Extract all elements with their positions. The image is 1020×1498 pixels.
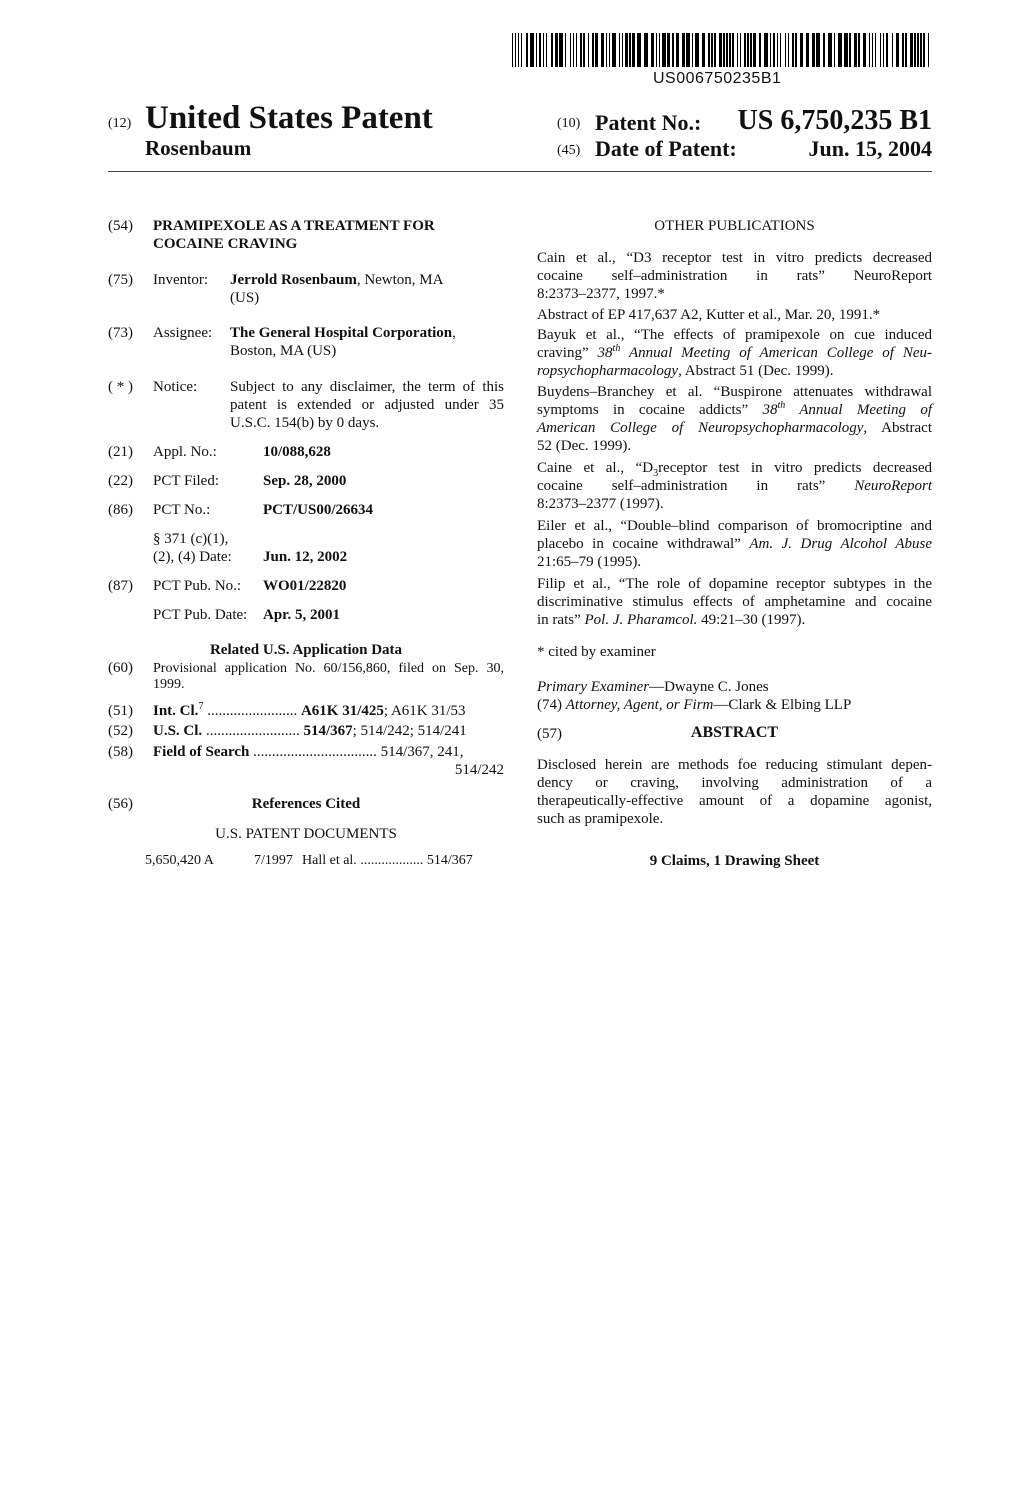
pub-1-line-2: cocaine self–administration in rats” NeuroReport — [537, 268, 932, 284]
barcode-bar — [576, 33, 577, 67]
pct-pub-date-value: Apr. 5, 2001 — [263, 607, 340, 623]
reference-number: 5,650,420 A — [145, 853, 214, 868]
field-87-code: (87) — [108, 578, 133, 594]
related-data-heading: Related U.S. Application Data — [209, 642, 403, 658]
field-73-code: (73) — [108, 325, 133, 341]
pub-4-line-3 — [537, 419, 932, 437]
barcode-bar — [714, 33, 715, 67]
field-54-code: (54) — [108, 218, 133, 234]
abstract-heading: ABSTRACT — [690, 724, 779, 741]
assignee-comma: , — [452, 325, 456, 341]
barcode-bar — [910, 33, 913, 67]
document-type: United States Patent — [145, 100, 433, 136]
pub-7-detail: 49:21–30 (1997). — [697, 612, 806, 628]
attorney-name: —Clark & Elbing LLP — [713, 697, 852, 713]
barcode-bar — [570, 33, 571, 67]
us-cl-label: U.S. Cl. — [153, 723, 203, 739]
pub-3-line-3 — [537, 362, 932, 380]
barcode-bar — [625, 33, 628, 67]
pub-7-line-2: discriminative stimulus effects of amphetamine and cocaine — [537, 594, 932, 610]
pub-5-line-3: 8:2373–2377 (1997). — [537, 496, 664, 512]
pub-7-journal: Pol. J. Pharamcol. — [584, 612, 698, 628]
other-publications-heading: OTHER PUBLICATIONS — [654, 218, 815, 234]
reference-author-line — [302, 853, 473, 869]
inventor-country: (US) — [230, 290, 260, 306]
barcode-bar — [588, 33, 589, 67]
abstract-line-2: dency or craving, involving administration of a — [537, 775, 932, 791]
pub-5-line-2 — [537, 477, 932, 495]
field-22-code: (22) — [108, 473, 133, 489]
barcode-bar — [518, 33, 519, 67]
assignee-name: The General Hospital Corporation — [230, 325, 453, 341]
s371-line-2: (2), (4) Date: — [153, 549, 232, 565]
primary-examiner-label: Primary Examiner — [537, 679, 650, 695]
barcode-bar — [792, 33, 793, 67]
header-rule — [108, 171, 932, 172]
notice-label: Notice: — [153, 379, 198, 395]
barcode-bar — [883, 33, 884, 67]
pub-3-sup: th — [612, 343, 621, 354]
abstract-line-3: therapeutically-effective amount of a dopamine agonist, — [537, 793, 932, 809]
barcode-bar — [834, 33, 835, 67]
us-documents-heading: U.S. PATENT DOCUMENTS — [215, 826, 397, 842]
publication-1 — [537, 249, 932, 303]
barcode-bar — [923, 33, 924, 67]
barcode-bar — [543, 33, 544, 67]
barcode-bar — [622, 33, 623, 67]
barcode-bar — [682, 33, 685, 67]
barcode-bar — [849, 33, 850, 67]
pub-4-num: 38 — [762, 402, 778, 418]
appl-no-label: Appl. No.: — [153, 444, 217, 460]
int-cl-dots: ........................ — [207, 703, 298, 719]
barcode-bar — [902, 33, 903, 67]
barcode-bar — [800, 33, 803, 67]
us-cl-secondary: ; 514/242; 514/241 — [352, 723, 467, 739]
int-cl-secondary: ; A61K 31/53 — [383, 703, 466, 719]
appl-no-value: 10/088,628 — [263, 444, 331, 460]
barcode-bar — [737, 33, 738, 67]
s371-date: Jun. 12, 2002 — [263, 549, 348, 565]
barcode-bar — [858, 33, 859, 67]
barcode-bar — [606, 33, 607, 67]
date-label: Date of Patent: — [595, 136, 737, 161]
field-of-search-label: Field of Search — [153, 744, 250, 760]
title-line-2: COCAINE CRAVING — [153, 236, 298, 252]
publication-6 — [537, 517, 932, 571]
barcode-bar — [750, 33, 751, 67]
field-52-code: (52) — [108, 723, 133, 739]
barcode-bar — [573, 33, 574, 67]
pub-5-sub: 3 — [653, 468, 659, 479]
barcode-bar — [651, 33, 654, 67]
reference-date: 7/1997 — [254, 853, 293, 868]
barcode-bar — [747, 33, 748, 67]
barcode-bar — [580, 33, 581, 67]
barcode-bar — [723, 33, 724, 67]
barcode — [512, 33, 932, 67]
barcode-bar — [708, 33, 709, 67]
pub-3-journal-end: ropsychopharmacology — [537, 363, 679, 379]
notice-code: ( * ) — [108, 379, 133, 395]
barcode-bar — [521, 33, 522, 67]
pub-4-line-2 — [537, 401, 932, 419]
reference-dots: .................. — [360, 853, 424, 868]
field-86-code: (86) — [108, 502, 133, 518]
barcode-bar — [592, 33, 593, 67]
barcode-bar — [726, 33, 727, 67]
pub-3-line-2 — [537, 344, 932, 362]
barcode-bar — [662, 33, 666, 67]
barcode-bar — [854, 33, 857, 67]
inventor-label: Inventor: — [153, 272, 208, 288]
inventor-surname: Rosenbaum — [145, 136, 252, 160]
barcode-bar — [565, 33, 566, 67]
barcode-bar — [780, 33, 781, 67]
pub-4-detail: , Abstract — [863, 420, 932, 436]
barcode-bar — [644, 33, 648, 67]
barcode-bar — [812, 33, 815, 67]
barcode-bar — [928, 33, 929, 67]
barcode-bar — [526, 33, 529, 67]
reference-author: Hall et al. — [302, 853, 357, 868]
barcode-bar — [686, 33, 690, 67]
pub-5-text-c: cocaine self–administration in rats” — [537, 478, 855, 494]
pub-6-line-2 — [537, 535, 932, 553]
us-cl-dots: ......................... — [205, 723, 300, 739]
barcode-bar — [729, 33, 730, 67]
publication-3 — [537, 326, 932, 380]
abstract-body — [537, 756, 932, 828]
barcode-bar — [892, 33, 893, 67]
barcode-bar — [536, 33, 537, 67]
barcode-bar — [872, 33, 873, 67]
barcode-bar — [692, 33, 693, 67]
assignee-label: Assignee: — [153, 325, 213, 341]
barcode-bar — [828, 33, 832, 67]
notice-line-3: U.S.C. 154(b) by 0 days. — [230, 415, 380, 431]
code-12: (12) — [108, 116, 132, 131]
barcode-bar — [539, 33, 542, 67]
barcode-bar — [656, 33, 657, 67]
barcode-bar — [875, 33, 876, 67]
code-10: (10) — [557, 116, 581, 131]
barcode-bar — [777, 33, 778, 67]
barcode-bar — [917, 33, 918, 67]
barcode-bar — [515, 33, 516, 67]
pub-3-text: craving” — [537, 345, 598, 361]
barcode-bar — [869, 33, 870, 67]
barcode-bar — [764, 33, 768, 67]
pct-filed-label: PCT Filed: — [153, 473, 219, 489]
pct-filed-value: Sep. 28, 2000 — [263, 473, 347, 489]
field-60-code: (60) — [108, 660, 133, 676]
field-57-code: (57) — [537, 726, 562, 742]
barcode-bar — [601, 33, 604, 67]
barcode-bar — [844, 33, 848, 67]
int-cl-primary: A61K 31/425 — [300, 703, 384, 719]
barcode-text: US006750235B1 — [653, 70, 782, 87]
s371-line-1: § 371 (c)(1), — [153, 531, 229, 547]
field-of-search-dots: ................................. — [253, 744, 377, 760]
barcode-bar — [920, 33, 921, 67]
patent-no-label: Patent No.: — [595, 110, 702, 135]
field-58-code: (58) — [108, 744, 133, 760]
provisional-line-2: 1999. — [153, 677, 185, 692]
primary-examiner-name: —Dwayne C. Jones — [649, 679, 769, 695]
barcode-bar — [732, 33, 733, 67]
assignee-location: Boston, MA (US) — [230, 343, 337, 359]
notice-line-1: Subject to any disclaimer, the term of this — [230, 379, 504, 395]
field-75-code: (75) — [108, 272, 133, 288]
barcode-bar — [770, 33, 771, 67]
abstract-line-4: such as pramipexole. — [537, 811, 664, 827]
barcode-bar — [759, 33, 760, 67]
barcode-bar — [702, 33, 705, 67]
barcode-bar — [551, 33, 554, 67]
barcode-bar — [795, 33, 796, 67]
pub-6-journal: Am. J. Drug Alcohol Abuse — [749, 536, 932, 552]
barcode-bar — [788, 33, 789, 67]
pub-3-journal: Annual Meeting of American College of Neu- — [620, 345, 933, 361]
pct-no-label: PCT No.: — [153, 502, 211, 518]
pub-1-line-1: Cain et al., “D3 receptor test in vitro predicts decreased — [537, 250, 932, 266]
attorney-line — [537, 696, 851, 714]
abstract-line-1: Disclosed herein are methods foe reducing stimulant depen- — [537, 757, 932, 773]
pub-2-line-1: Abstract of EP 417,637 A2, Kutter et al., Mar. 20, 1991.* — [537, 307, 881, 323]
barcode-bar — [583, 33, 584, 67]
barcode-bar — [740, 33, 741, 67]
pub-5-journal: NeuroReport — [854, 478, 932, 494]
pub-3-line-1: Bayuk et al., “The effects of pramipexole on cue induced — [537, 327, 932, 343]
patent-no-value: US 6,750,235 B1 — [737, 105, 932, 136]
pub-4-journal-end: American College of Neuropsychopharmacology — [537, 420, 864, 436]
pub-6-text: placebo in cocaine withdrawal” — [537, 536, 750, 552]
pub-7-line-1: Filip et al., “The role of dopamine receptor subtypes in the — [537, 576, 932, 592]
barcode-bar — [695, 33, 699, 67]
pub-4-line-1: Buydens–Branchey et al. “Buspirone attenuates withdrawal — [537, 384, 932, 400]
inventor-line — [230, 271, 443, 289]
pub-7-line-3 — [537, 611, 932, 629]
barcode-bar — [914, 33, 915, 67]
barcode-bar — [530, 33, 534, 67]
pub-4-text: symptoms in cocaine addicts” — [537, 402, 763, 418]
code-45: (45) — [557, 143, 581, 158]
barcode-bar — [886, 33, 889, 67]
pct-pub-no-label: PCT Pub. No.: — [153, 578, 242, 594]
us-cl-line — [153, 722, 504, 740]
barcode-bar — [711, 33, 712, 67]
barcode-bar — [773, 33, 776, 67]
pub-4-sup: th — [777, 400, 786, 411]
barcode-bar — [629, 33, 630, 67]
date-value: Jun. 15, 2004 — [808, 136, 932, 161]
pub-5-line-1 — [537, 459, 932, 477]
barcode-bar — [880, 33, 881, 67]
barcode-bar — [559, 33, 563, 67]
cited-by-examiner: * cited by examiner — [537, 644, 656, 660]
title-line-1: PRAMIPEXOLE AS A TREATMENT FOR — [153, 218, 435, 234]
references-heading: References Cited — [251, 796, 361, 812]
int-cl-line — [153, 702, 504, 720]
claims-summary: 9 Claims, 1 Drawing Sheet — [649, 853, 820, 869]
barcode-bar — [753, 33, 756, 67]
barcode-bar — [609, 33, 610, 67]
inventor-location: , Newton, MA — [356, 272, 444, 288]
barcode-bar — [632, 33, 635, 67]
pct-pub-date-label: PCT Pub. Date: — [153, 607, 248, 623]
pub-5-text-b: receptor test in vitro predicts decreased — [658, 460, 932, 476]
barcode-bar — [838, 33, 842, 67]
pub-3-num: 38 — [597, 345, 613, 361]
barcode-bar — [905, 33, 906, 67]
barcode-bar — [546, 33, 547, 67]
assignee-line — [230, 324, 456, 342]
int-cl-label: Int. Cl. — [153, 703, 199, 719]
field-74-code: (74) — [537, 697, 562, 713]
barcode-bar — [595, 33, 598, 67]
field-51-code: (51) — [108, 703, 133, 719]
barcode-bar — [863, 33, 866, 67]
publication-5 — [537, 459, 932, 513]
pct-no-value: PCT/US00/26634 — [263, 502, 374, 518]
barcode-bar — [676, 33, 679, 67]
pub-4-journal: Annual Meeting of — [785, 402, 932, 418]
pub-1-line-3: 8:2373–2377, 1997.* — [537, 286, 665, 302]
pct-pub-no-value: WO01/22820 — [263, 578, 347, 594]
pub-3-detail: , Abstract 51 (Dec. 1999). — [678, 363, 834, 379]
barcode-bar — [659, 33, 660, 67]
publication-2 — [537, 306, 932, 324]
barcode-bar — [719, 33, 722, 67]
notice-line-2: patent is extended or adjusted under 35 — [230, 397, 504, 413]
field-of-search-value-1: 514/367, 241, — [380, 744, 464, 760]
barcode-bar — [896, 33, 899, 67]
reference-class: 514/367 — [426, 853, 473, 868]
publication-4 — [537, 383, 932, 455]
pub-4-line-4: 52 (Dec. 1999). — [537, 438, 632, 454]
barcode-bar — [637, 33, 641, 67]
barcode-bar — [512, 33, 513, 67]
field-of-search-value-2: 514/242 — [454, 762, 504, 778]
field-56-code: (56) — [108, 796, 133, 812]
barcode-bar — [612, 33, 616, 67]
pub-5-text-a: Caine et al., “D — [537, 460, 654, 476]
pub-7-text: in rats” — [537, 612, 585, 628]
pub-6-line-1: Eiler et al., “Double–blind comparison of bromocriptine and — [537, 518, 932, 534]
publication-7 — [537, 575, 932, 629]
field-of-search-line — [153, 743, 464, 761]
barcode-bar — [823, 33, 824, 67]
provisional-line-1: Provisional application No. 60/156,860, filed on Sep. 30, — [153, 661, 504, 676]
attorney-label: Attorney, Agent, or Firm — [565, 697, 714, 713]
barcode-bar — [816, 33, 820, 67]
barcode-bar — [667, 33, 670, 67]
barcode-bar — [785, 33, 786, 67]
field-21-code: (21) — [108, 444, 133, 460]
primary-examiner-line — [537, 678, 769, 696]
barcode-bar — [744, 33, 745, 67]
pub-6-line-3: 21:65–79 (1995). — [537, 554, 642, 570]
barcode-bar — [555, 33, 558, 67]
inventor-name: Jerrold Rosenbaum — [230, 272, 357, 288]
int-cl-sup: 7 — [198, 701, 204, 712]
barcode-bar — [806, 33, 809, 67]
barcode-bar — [672, 33, 675, 67]
us-cl-primary: 514/367 — [303, 723, 353, 739]
barcode-bar — [619, 33, 620, 67]
